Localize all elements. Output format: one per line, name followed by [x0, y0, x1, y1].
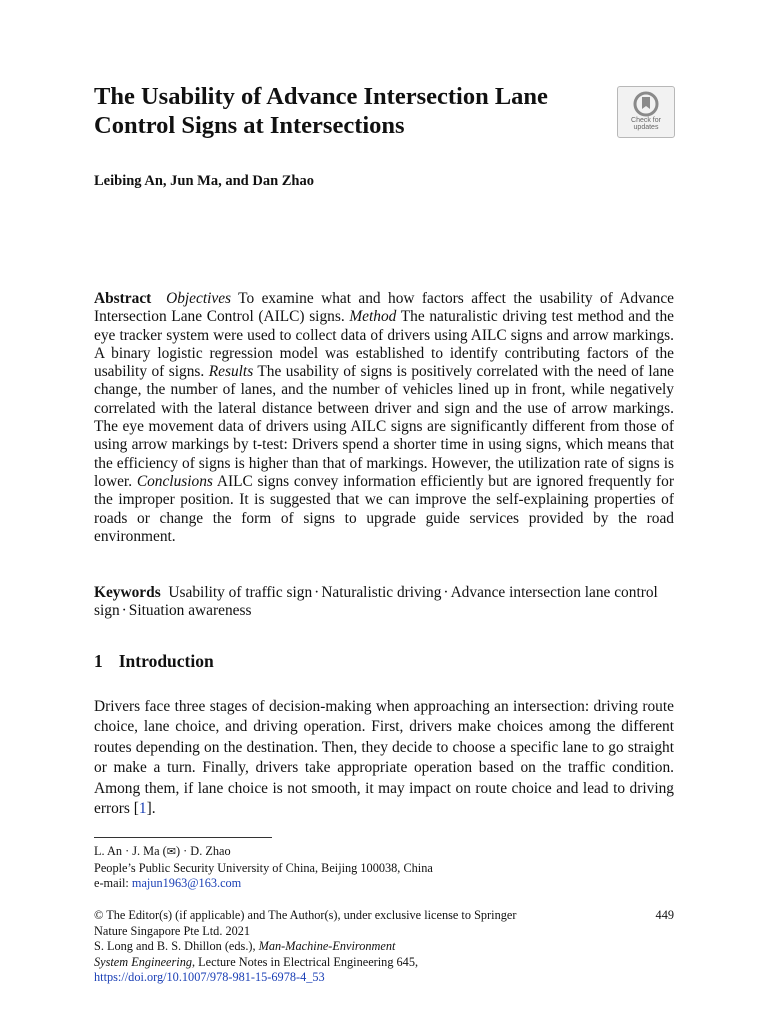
section-number: 1	[94, 651, 103, 671]
paper-title: The Usability of Advance Intersection Lane Control Signs at Intersections	[94, 83, 548, 139]
footnote-email-line	[94, 876, 674, 892]
footnote-authors-a: L. An · J. Ma (	[94, 844, 167, 858]
keyword-item: Usability of traffic sign	[168, 584, 313, 601]
section-title: Introduction	[118, 651, 214, 671]
footnote-authors-b: ) · D. Zhao	[175, 844, 231, 858]
series-rest: , Lecture Notes in Electrical Engineering 645,	[192, 954, 419, 969]
objectives-text: To examine what and how factors affect the usability of Advance Intersection Lane Control (AILC) signs.	[94, 290, 674, 326]
editors-line	[94, 939, 674, 955]
copyright-block	[94, 908, 674, 986]
check-for-updates-badge[interactable]	[617, 86, 675, 138]
footnote-authors	[94, 844, 674, 861]
cite-open: [	[133, 800, 139, 818]
doi-link[interactable]: https://doi.org/10.1007/978-981-15-6978-4_53	[94, 970, 325, 985]
intro-text: Drivers face three stages of decision-making when approaching an intersection: driving route choice, lane choice, and driving operation. First, drivers make choices among the different routes depending on the destination. Then, they decide to choose a specific lane to go straight or make a turn. Finally, drivers take appropriate operation based on the traffic condition. Among them, if lane choice is not smooth, it may impact on route choice and lead to driving errors	[94, 698, 674, 818]
conclusions-label: Conclusions	[136, 472, 213, 490]
author-footnote	[94, 844, 674, 892]
keyword-item: Advance intersection lane control sign	[94, 584, 658, 620]
method-label: Method	[349, 308, 397, 326]
series-title-b: System Engineering	[94, 954, 193, 969]
citation-link[interactable]: 1	[138, 800, 147, 818]
series-line	[94, 955, 674, 971]
footnote-affiliation: People’s Public Security University of China, Beijing 100038, China	[94, 860, 433, 875]
results-label: Results	[208, 363, 254, 381]
series-title-a: Man-Machine-Environment	[258, 939, 396, 954]
cite-close: ].	[146, 800, 156, 818]
method-text: The naturalistic driving test method and the eye tracker system were used to collect data of drivers using AILC signs and arrow markings. A binary logistic regression model was established to identify contributing factors of the usability of signs.	[94, 308, 674, 381]
page-number: 449	[655, 908, 674, 922]
author-list: Leibing An, Jun Ma, and Dan Zhao	[94, 173, 314, 189]
keyword-item: Naturalistic driving	[321, 584, 442, 601]
keywords-label: Keywords	[94, 584, 161, 601]
envelope-icon: ✉	[166, 846, 176, 858]
objectives-label: Objectives	[166, 290, 232, 307]
copyright-line-1: © The Editor(s) (if applicable) and The Author(s), under exclusive license to Springer	[94, 908, 517, 922]
intro-paragraph	[94, 697, 674, 819]
keyword-item: Situation awareness	[128, 602, 252, 620]
email-link[interactable]: majun1963@163.com	[131, 876, 242, 891]
badge-line-2: updates	[633, 124, 659, 131]
section-heading	[94, 651, 214, 672]
copyright-line-2: Nature Singapore Pte Ltd. 2021	[94, 923, 251, 938]
conclusions-text: AILC signs convey information efficiently but are ignored frequently for the improper position. It is suggested that we can improve the self-explaining properties of roads or change the form of signs to upgrade guide services provided by the road environment.	[94, 472, 674, 545]
footnote-divider	[94, 837, 272, 838]
crossmark-icon	[633, 91, 659, 117]
abstract	[94, 290, 674, 546]
abstract-label: Abstract	[94, 290, 152, 307]
keywords: Keywords Usability of traffic sign · Naturalistic driving · Advance intersection lane control sign · Situation awareness	[94, 584, 658, 620]
results-text: The usability of signs is positively correlated with the need of lane change, the number of lanes, and the number of vehicles lined up in front, while negatively correlated with the lateral distance between driver and sign and the use of arrow markings. The eye movement data of drivers using AILC signs are significantly different from those of using arrow markings by t-test: Drivers spend a shorter time in using signs, which means that the efficiency of signs is higher than that of markings. However, the utilization rate of signs is lower.	[94, 363, 674, 490]
editors-text: S. Long and B. S. Dhillon (eds.),	[94, 939, 259, 954]
email-label: e-mail:	[94, 876, 132, 891]
badge-line-1: Check for	[631, 117, 661, 124]
